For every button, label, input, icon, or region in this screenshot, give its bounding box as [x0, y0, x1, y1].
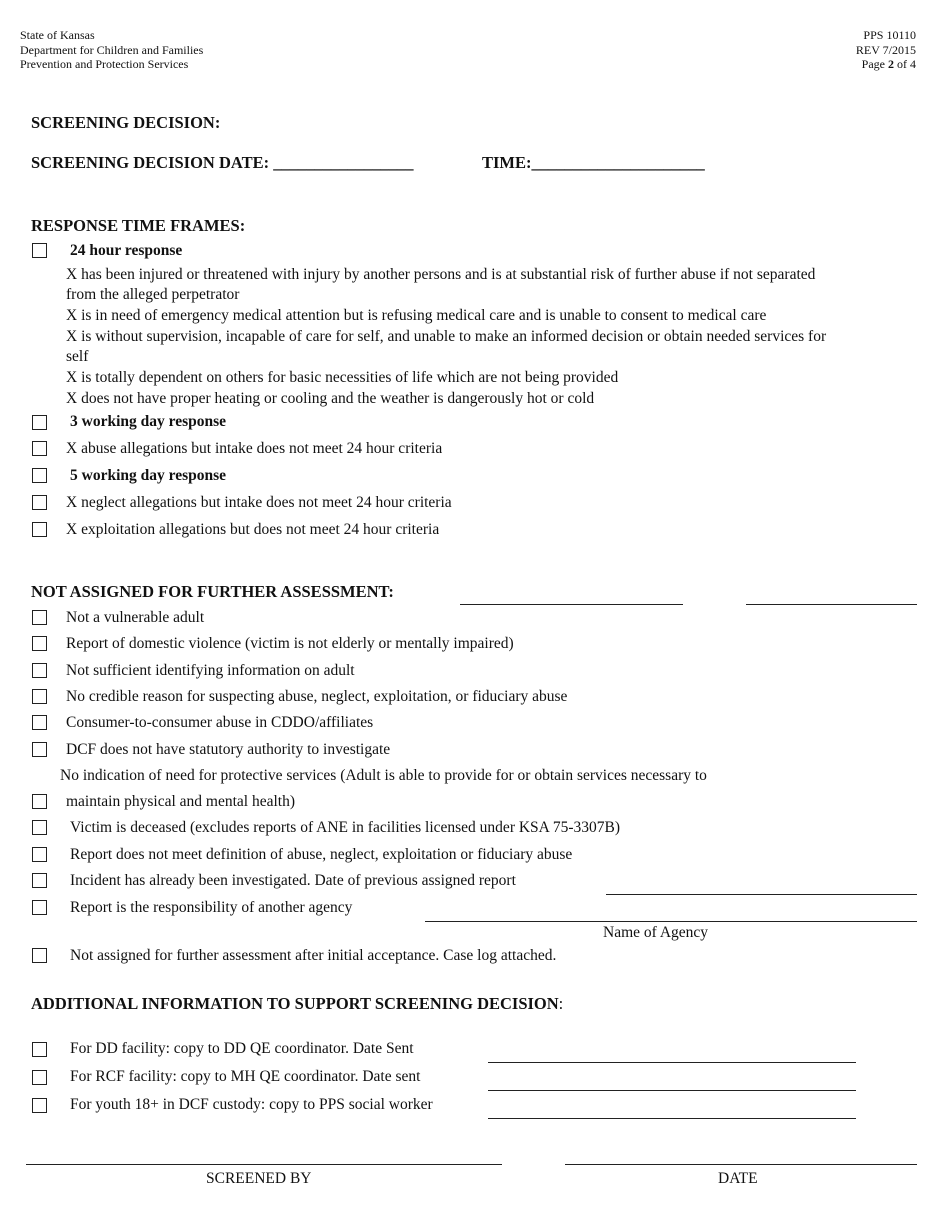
agency-department: Department for Children and Families — [20, 42, 204, 57]
domestic-violence-checkbox[interactable] — [32, 636, 47, 651]
not-meet-definition-label: Report does not meet definition of abuse, neglect, exploitation or fiduciary abuse — [70, 846, 573, 863]
consumer-abuse-label: Consumer-to-consumer abuse in CDDO/affiliates — [66, 714, 374, 731]
form-id: PPS 10110 — [863, 28, 916, 42]
dd-date-sent-line[interactable] — [488, 1062, 856, 1063]
dd-facility-checkbox[interactable] — [32, 1042, 47, 1057]
response-3-day-label: 3 working day response — [70, 413, 227, 430]
rcf-date-sent-line[interactable] — [488, 1090, 856, 1091]
no-statutory-authority-label: DCF does not have statutory authority to investigate — [66, 741, 391, 758]
screening-time-field[interactable]: TIME:_____________________ — [482, 153, 705, 172]
victim-deceased-checkbox[interactable] — [32, 820, 47, 835]
no-indication-checkbox[interactable] — [32, 794, 47, 809]
neglect-allegation-label: X neglect allegations but intake does not meet 24 hour criteria — [66, 494, 452, 511]
other-agency-label: Report is the responsibility of another agency — [70, 899, 353, 916]
agency-name-caption: Name of Agency — [603, 924, 709, 941]
response-3-day-checkbox[interactable] — [32, 415, 47, 430]
exploitation-allegation-checkbox[interactable] — [32, 522, 47, 537]
criteria-24h-line: X has been injured or threatened with injury by another persons and is at substantial risk of further abuse if not separated — [66, 266, 816, 283]
additional-info-title: ADDITIONAL INFORMATION TO SUPPORT SCREENING DECISION: — [31, 994, 564, 1013]
rcf-facility-checkbox[interactable] — [32, 1070, 47, 1085]
dd-facility-label: For DD facility: copy to DD QE coordinator. Date Sent — [70, 1040, 414, 1057]
insufficient-info-label: Not sufficient identifying information on adult — [66, 662, 355, 679]
abuse-allegation-label: X abuse allegations but intake does not meet 24 hour criteria — [66, 440, 443, 457]
not-assigned-line-2[interactable] — [746, 604, 917, 605]
no-indication-label: No indication of need for protective services (Adult is able to provide for or obtain services necessary to — [60, 767, 707, 784]
screening-decision-date-field[interactable]: SCREENING DECISION DATE: _________________ — [31, 153, 414, 172]
criteria-24h-line: from the alleged perpetrator — [66, 286, 240, 303]
form-revision: REV 7/2015 — [855, 42, 916, 57]
criteria-24h-line: X is totally dependent on others for basic necessities of life which are not being provided — [66, 369, 619, 386]
response-5-day-label: 5 working day response — [70, 467, 227, 484]
domestic-violence-label: Report of domestic violence (victim is not elderly or mentally impaired) — [66, 635, 514, 652]
exploitation-allegation-label: X exploitation allegations but does not meet 24 hour criteria — [66, 521, 440, 538]
consumer-abuse-checkbox[interactable] — [32, 715, 47, 730]
no-statutory-authority-checkbox[interactable] — [32, 742, 47, 757]
criteria-24h-line: self — [66, 348, 89, 365]
no-credible-reason-label: No credible reason for suspecting abuse, neglect, exploitation, or fiduciary abuse — [66, 688, 568, 705]
neglect-allegation-checkbox[interactable] — [32, 495, 47, 510]
date-caption: DATE — [718, 1170, 758, 1187]
after-acceptance-label: Not assigned for further assessment after initial acceptance. Case log attached. — [70, 947, 557, 964]
other-agency-checkbox[interactable] — [32, 900, 47, 915]
agency-state: State of Kansas — [20, 28, 95, 42]
screening-decision-title: SCREENING DECISION: — [31, 113, 221, 132]
response-24-hour-label: 24 hour response — [70, 242, 183, 259]
agency-name-line[interactable] — [425, 921, 917, 922]
after-acceptance-checkbox[interactable] — [32, 948, 47, 963]
screened-by-caption: SCREENED BY — [206, 1170, 312, 1187]
agency-division: Prevention and Protection Services — [20, 57, 189, 71]
rcf-facility-label: For RCF facility: copy to MH QE coordinator. Date sent — [70, 1068, 421, 1085]
signature-date-line[interactable] — [565, 1164, 917, 1165]
not-vulnerable-label: Not a vulnerable adult — [66, 609, 205, 626]
already-investigated-checkbox[interactable] — [32, 873, 47, 888]
youth-custody-checkbox[interactable] — [32, 1098, 47, 1113]
response-24-hour-checkbox[interactable] — [32, 243, 47, 258]
youth-custody-label: For youth 18+ in DCF custody: copy to PPS social worker — [70, 1096, 433, 1113]
form-id-block — [856, 28, 916, 72]
insufficient-info-checkbox[interactable] — [32, 663, 47, 678]
no-credible-reason-checkbox[interactable] — [32, 689, 47, 704]
youth-custody-line[interactable] — [488, 1118, 856, 1119]
already-investigated-label: Incident has already been investigated. Date of previous assigned report — [70, 872, 516, 889]
not-meet-definition-checkbox[interactable] — [32, 847, 47, 862]
not-assigned-line-1[interactable] — [460, 604, 683, 605]
abuse-allegation-checkbox[interactable] — [32, 441, 47, 456]
victim-deceased-label: Victim is deceased (excludes reports of ANE in facilities licensed under KSA 75-3307B) — [70, 819, 621, 836]
criteria-24h-line: X is without supervision, incapable of care for self, and unable to make an informed decision or obtain needed services for — [66, 328, 827, 345]
response-time-frames-title: RESPONSE TIME FRAMES: — [31, 216, 246, 235]
criteria-24h-line: X is in need of emergency medical attention but is refusing medical care and is unable to consent to medical care — [66, 307, 767, 324]
screened-by-line[interactable] — [26, 1164, 502, 1165]
previous-report-date-line[interactable] — [606, 894, 917, 895]
response-5-day-checkbox[interactable] — [32, 468, 47, 483]
not-vulnerable-checkbox[interactable] — [32, 610, 47, 625]
page-number: Page 2 of 4 — [861, 57, 916, 71]
not-assigned-title: NOT ASSIGNED FOR FURTHER ASSESSMENT: — [31, 582, 394, 601]
agency-header — [20, 28, 203, 72]
no-indication-label-cont: maintain physical and mental health) — [66, 793, 295, 810]
criteria-24h-line: X does not have proper heating or cooling and the weather is dangerously hot or cold — [66, 390, 595, 407]
